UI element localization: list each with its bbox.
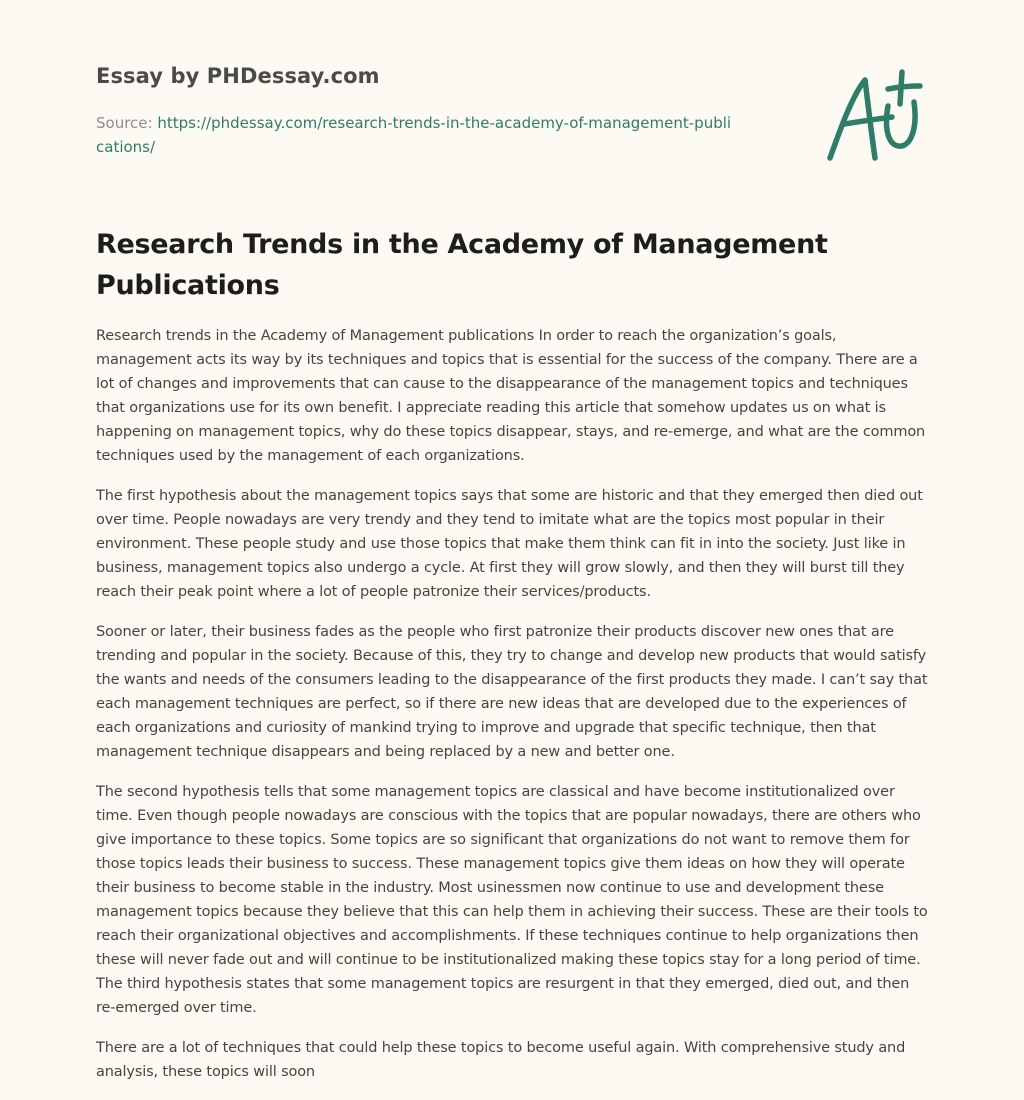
source-line — [96, 111, 736, 159]
essay-body — [96, 324, 930, 1100]
essay-paragraph: The second hypothesis tells that some management topics are classical and have become institutionalized over time. Even though people nowadays are conscious with the topics that are popular nowadays, there are others who give importance to these topics. Some topics are so significant that organizations do not want to remove them for those topics leads their business to success. These management topics give them ideas on how they will operate their business to become stable in the industry. Most usinessmen now continue to use and development these management topics because they believe that this can help them in achieving their success. These are their tools to reach their organizational objectives and accomplishments. If these techniques continue to help organizations then these will never fade out and will continue to be institutionalized making these topics stay for a long period of time. The third hypothesis states that some management topics are resurgent in that they emerged, died out, and then re-emerged over time. — [96, 784, 928, 1016]
site-brand: Essay by PHDessay.com — [96, 64, 380, 88]
a-plus-logo-icon — [818, 66, 930, 166]
source-label: Source: — [96, 114, 158, 132]
source-link[interactable]: https://phdessay.com/research-trends-in-the-academy-of-management-publications/ — [96, 114, 732, 156]
essay-paragraph: The first hypothesis about the management topics says that some are historic and that they emerged then died out over time. People nowadays are very trendy and they tend to imitate what are the topics most popular in their environment. These people study and use those topics that make them think can fit in into the society. Just like in business, management topics also undergo a cycle. At first they will grow slowly, and then they will burst till they reach their peak point where a lot of people patronize their services/products. — [96, 488, 923, 600]
essay-paragraph: There are a lot of techniques that could help these topics to become useful again. With comprehensive study and analysis, these topics will soon — [96, 1040, 906, 1080]
essay-paragraph: Research trends in the Academy of Management publications In order to reach the organization’s goals, management acts its way by its techniques and topics that is essential for the success of the company. There are a lot of changes and improvements that can cause to the disappearance of the management topics and techniques that organizations use for its own benefit. I appreciate reading this article that somehow updates us on what is happening on management topics, why do these topics disappear, stays, and re-emerge, and what are the common techniques used by the management of each organizations. — [96, 328, 926, 464]
essay-paragraph: Sooner or later, their business fades as the people who first patronize their products discover new ones that are trending and popular in the society. Because of this, they try to change and develop new products that would satisfy the wants and needs of the consumers leading to the disappearance of the first products they made. I can’t say that each management techniques are perfect, so if there are new ideas that are developed due to the experiences of each organizations and curiosity of mankind trying to improve and upgrade that specific technique, then that management technique disappears and being replaced by a new and better one. — [96, 624, 928, 760]
essay-title: Research Trends in the Academy of Management Publications — [96, 229, 828, 301]
